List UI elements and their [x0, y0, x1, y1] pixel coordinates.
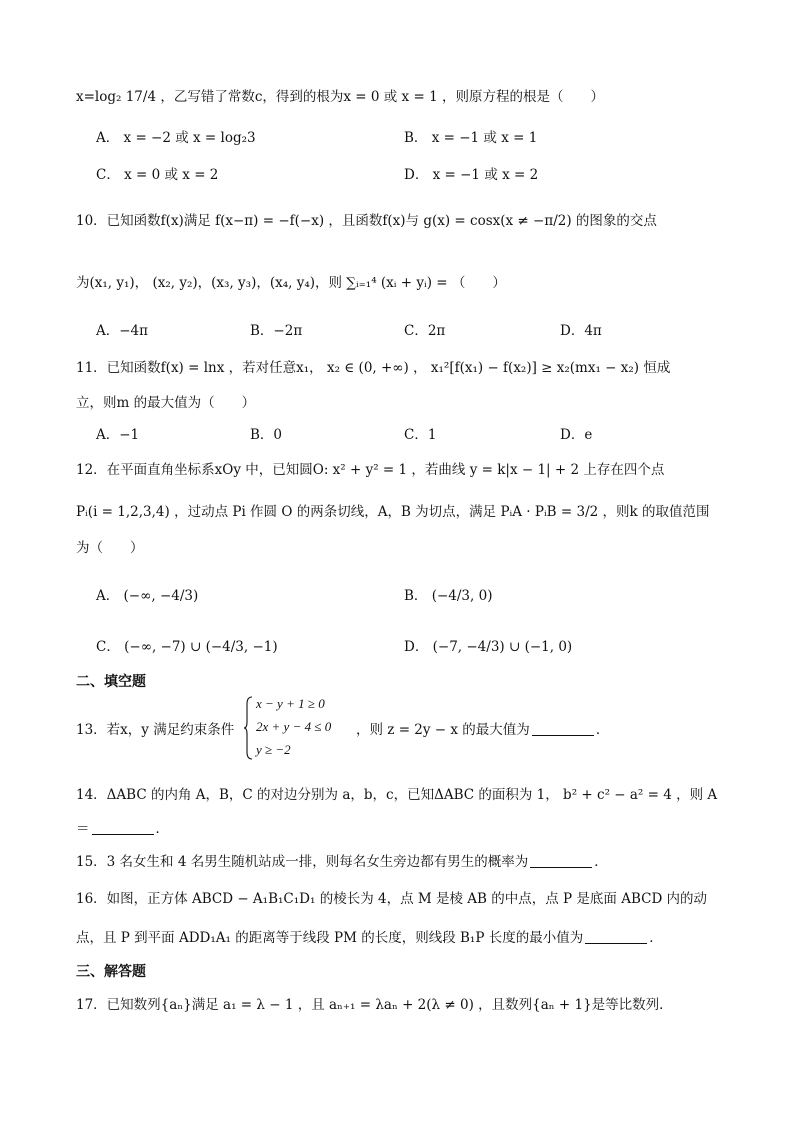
q10-option-b: B．−2π — [250, 323, 303, 339]
q10-option-c: C．2π — [404, 323, 446, 339]
q11-option-d: D．e — [560, 427, 593, 443]
q15-stem — [76, 852, 608, 872]
q12-option-d: D． (−7, −4/3) ∪ (−1, 0) — [404, 639, 573, 655]
q15-text: 15．3 名女生和 4 名男生随机站成一排，则每名女生旁边都有男生的概率为 — [76, 854, 529, 870]
q13-stem-suffix-text: ，则 z = 2y − x 的最大值为 — [356, 722, 530, 738]
q10-option-a: A．−4π — [96, 323, 149, 339]
q16-end: ． — [649, 930, 663, 946]
section-answer-heading: 三、解答题 — [76, 964, 146, 980]
q13-stem-suffix — [356, 720, 609, 740]
q16-text: 点，且 P 到平面 ADD₁A₁ 的距离等于线段 PM 的长度，则线段 B₁P 长度的最小值为 — [76, 930, 584, 946]
q11-option-b: B．0 — [250, 427, 283, 443]
q12-stem-line2: Pᵢ(i = 1,2,3,4) ，过动点 Pi 作圆 O 的两条切线，A，B 为切点，满足 PᵢA · PᵢB = 3/2 ，则k 的取值范围 — [76, 504, 710, 520]
q12-stem-line3: 为（ ） — [76, 540, 144, 556]
q14-stem-line2 — [76, 819, 169, 839]
q12-stem-line1: 12．在平面直角坐标系xOy 中，已知圆O: x² + y² = 1 ，若曲线 y = k|x − 1| + 2 上存在四个点 — [76, 462, 665, 478]
q9-option-c: C． x = 0 或 x = 2 — [96, 167, 219, 183]
q10-option-d: D．4π — [560, 323, 602, 339]
q12-option-c: C． (−∞, −7) ∪ (−4/3, −1) — [96, 639, 278, 655]
q11-stem-line1: 11．已知函数f(x) = lnx ，若对任意x₁， x₂ ∈ (0, +∞) ， x₁²[f(x₁) − f(x₂)] ≥ x₂(mx₁ − x₂) 恒成 — [76, 360, 671, 376]
q16-stem-line2 — [76, 928, 663, 948]
q13-constraint-2: 2x + y − 4 ≤ 0 — [256, 719, 332, 734]
q11-option-c: C．1 — [404, 427, 437, 443]
q14-stem-line1: 14．ΔABC 的内角 A，B，C 的对边分别为 a，b，c，已知ΔABC 的面积为 1， b² + c² − a² = 4 ，则 A — [76, 787, 718, 803]
q13-constraint-1: x − y + 1 ≥ 0 — [256, 696, 325, 711]
q12-option-a: A． (−∞, −4/3) — [96, 588, 199, 604]
q10-stem-line2: 为(x₁, y₁)， (x₂, y₂)，(x₃, y₃)，(x₄, y₄)，则 ∑ᵢ₌₁⁴ (xᵢ + yᵢ) = （ ） — [76, 275, 506, 291]
q13-constraint-3: y ≥ −2 — [256, 742, 291, 757]
q9-option-d: D． x = −1 或 x = 2 — [404, 167, 539, 183]
q15-end: ． — [594, 854, 608, 870]
q16-stem-line1: 16．如图，正方体 ABCD − A₁B₁C₁D₁ 的棱长为 4，点 M 是棱 AB 的中点，点 P 是底面 ABCD 内的动 — [76, 891, 708, 907]
q14-equals: ＝ — [76, 821, 90, 837]
q13-answer-blank[interactable] — [532, 721, 594, 736]
q16-answer-blank[interactable] — [585, 929, 647, 944]
q12-option-b: B． (−4/3, 0) — [404, 588, 493, 604]
q13-brace — [243, 696, 253, 760]
q14-answer-blank[interactable] — [92, 820, 154, 835]
section-fill-in-heading: 二、填空题 — [76, 674, 146, 690]
q11-stem-line2: 立，则m 的最大值为（ ） — [76, 395, 256, 411]
q17-stem: 17．已知数列{aₙ}满足 a₁ = λ − 1 ，且 aₙ₊₁ = λaₙ + 2(λ ≠ 0) ，且数列{aₙ + 1}是等比数列． — [76, 997, 673, 1013]
q9-option-a: A． x = −2 或 x = log₂3 — [96, 130, 256, 146]
q11-option-a: A．−1 — [96, 427, 140, 443]
q10-stem-line1: 10．已知函数f(x)满足 f(x−π) = −f(−x) ，且函数f(x)与 g(x) = cosx(x ≠ −π/2) 的图象的交点 — [76, 213, 657, 229]
q13-stem-prefix: 13．若x，y 满足约束条件 — [76, 722, 235, 738]
q13-end: ． — [595, 722, 610, 738]
q15-answer-blank[interactable] — [530, 853, 592, 868]
q9-option-b: B． x = −1 或 x = 1 — [404, 130, 538, 146]
q14-end: ． — [155, 821, 169, 837]
q9-stem: x=log₂ 17/4 ，乙写错了常数c，得到的根为x = 0 或 x = 1 ，则原方程的根是（ ） — [76, 89, 604, 105]
